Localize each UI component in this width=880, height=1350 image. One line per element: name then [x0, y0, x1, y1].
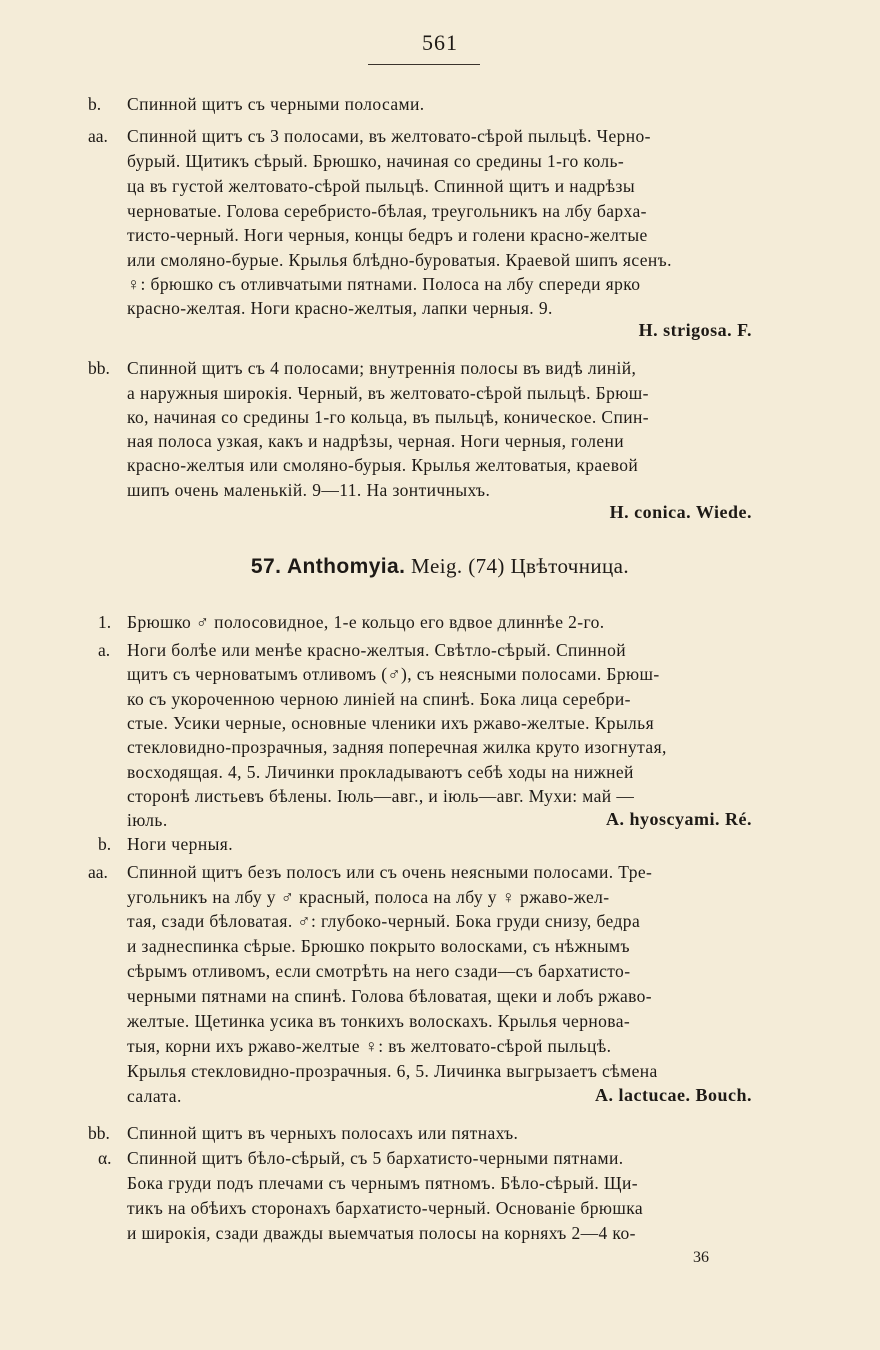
species-name: A. lactucae. Bouch.	[595, 1085, 752, 1105]
text-line: а наружныя широкія. Черный, въ желтовато-сѣрой пыльцѣ. Брюш-	[127, 383, 649, 403]
text-line: Спинной щитъ съ черными полосами.	[127, 94, 425, 114]
text-line: Ноги болѣе или менѣе красно-желтыя. Свѣтло-сѣрый. Спинной	[127, 640, 626, 660]
text-line: Бока груди подъ плечами съ чернымъ пятномъ. Бѣло-сѣрый. Щи-	[127, 1173, 638, 1193]
key-marker: bb.	[88, 1123, 110, 1143]
signature-mark: 36	[693, 1249, 709, 1266]
text-line: Спинной щитъ съ 3 полосами, въ желтовато-сѣрой пыльцѣ. Черно-	[127, 126, 651, 146]
key-marker: b.	[88, 94, 102, 114]
text-line: Спинной щитъ бѣло-сѣрый, съ 5 бархатисто-черными пятнами.	[127, 1148, 624, 1168]
text-line: или смоляно-бурые. Крылья блѣдно-буроватыя. Краевой шипъ ясенъ.	[127, 250, 672, 270]
text-line: Брюшко ♂ полосовидное, 1-е кольцо его вдвое длиннѣе 2-го.	[127, 612, 605, 632]
heading-number: 57.	[250, 555, 282, 578]
text-line: тая, сзади бѣловатая. ♂: глубоко-черный. Бока груди снизу, бедра	[127, 911, 641, 931]
heading-common-name: Цвѣточница.	[510, 554, 630, 578]
page-number: 561	[422, 30, 458, 55]
text-line: сторонѣ листьевъ бѣлены. Іюль—авг., и іюль—авг. Мухи: май —	[127, 786, 635, 806]
text-line: щитъ съ черноватымъ отливомъ (♂), съ неясными полосами. Брюш-	[127, 664, 660, 684]
text-line: черноватые. Голова серебристо-бѣлая, треугольникъ на лбу барха-	[127, 201, 647, 221]
species-name: H. conica. Wiede.	[609, 502, 752, 522]
text-line: бурый. Щитикъ сѣрый. Брюшко, начиная со средины 1-го коль-	[127, 151, 625, 171]
text-line: ко, начиная со средины 1-го кольца, въ пыльцѣ, коническое. Спин-	[127, 407, 650, 427]
genus-heading	[0, 552, 880, 581]
key-marker: 1.	[98, 612, 112, 632]
text-line: шипъ очень маленькій. 9—11. На зонтичныхъ.	[127, 480, 491, 500]
text-line: угольникъ на лбу у ♂ красный, полоса на лбу у ♀ ржаво-жел-	[127, 887, 610, 907]
text-line: Спинной щитъ съ 4 полосами; внутреннія полосы въ видѣ линій,	[127, 358, 637, 378]
text-line: сѣрымъ отливомъ, если смотрѣть на него сзади—съ бархатисто-	[127, 961, 631, 981]
species-name: A. hyoscyami. Ré.	[606, 809, 752, 829]
text-line: желтые. Щетинка усика въ тонкихъ волоскахъ. Крылья чернова-	[127, 1011, 631, 1031]
key-marker: aa.	[88, 126, 108, 146]
key-marker: a.	[98, 640, 111, 660]
text-line: красно-желтая. Ноги красно-желтыя, лапки черныя. 9.	[127, 298, 553, 318]
key-marker: b.	[98, 834, 112, 854]
text-line: и заднеспинка сѣрые. Брюшко покрыто волосками, съ нѣжнымъ	[127, 936, 630, 956]
text-line: ♀: брюшко съ отливчатыми пятнами. Полоса на лбу спереди ярко	[127, 274, 641, 294]
text-line: ная полоса узкая, какъ и надрѣзы, черная. Ноги черныя, голени	[127, 431, 625, 451]
header-rule	[368, 64, 480, 65]
text-line: тикъ на обѣихъ сторонахъ бархатисто-черный. Основаніе брюшка	[127, 1198, 644, 1218]
heading-author: Meig.	[410, 554, 463, 578]
key-marker: aa.	[88, 862, 108, 882]
heading-count: (74)	[468, 554, 505, 578]
species-name: H. strigosa. F.	[638, 320, 752, 340]
text-line: и широкія, сзади дважды выемчатыя полосы на корняхъ 2—4 ко-	[127, 1223, 636, 1243]
text-line: черными пятнами на спинѣ. Голова бѣловатая, щеки и лобъ ржаво-	[127, 986, 653, 1006]
text-line: стекловидно-прозрачныя, задняя поперечная жилка круто изогнутая,	[127, 737, 667, 757]
text-line: стые. Усики черные, основные членики ихъ ржаво-желтые. Крылья	[127, 713, 655, 733]
heading-genus: Anthomyia.	[286, 555, 406, 578]
text-line: Ноги черныя.	[127, 834, 233, 854]
text-line: восходящая. 4, 5. Личинки прокладываютъ себѣ ходы на нижней	[127, 762, 634, 782]
text-line: тыя, корни ихъ ржаво-желтые ♀: въ желтовато-сѣрой пыльцѣ.	[127, 1036, 612, 1056]
key-marker: α.	[98, 1148, 112, 1168]
text-line: ца въ густой желтовато-сѣрой пыльцѣ. Спинной щитъ и надрѣзы	[127, 176, 636, 196]
text-line: красно-желтыя или смоляно-бурыя. Крылья желтоватыя, краевой	[127, 455, 639, 475]
text-line: Спинной щитъ безъ полосъ или съ очень неясными полосами. Тре-	[127, 862, 653, 882]
text-line: тисто-черный. Ноги черныя, концы бедръ и голени красно-желтые	[127, 225, 648, 245]
key-marker: bb.	[88, 358, 110, 378]
text-line: ко съ укороченною черною линіей на спинѣ. Бока лица серебри-	[127, 689, 631, 709]
text-line: салата.	[127, 1086, 182, 1106]
text-line: Крылья стекловидно-прозрачныя. 6, 5. Личинка выгрызаетъ сѣмена	[127, 1061, 658, 1081]
text-line: іюль.	[127, 810, 168, 830]
text-line: Спинной щитъ въ черныхъ полосахъ или пятнахъ.	[127, 1123, 519, 1143]
